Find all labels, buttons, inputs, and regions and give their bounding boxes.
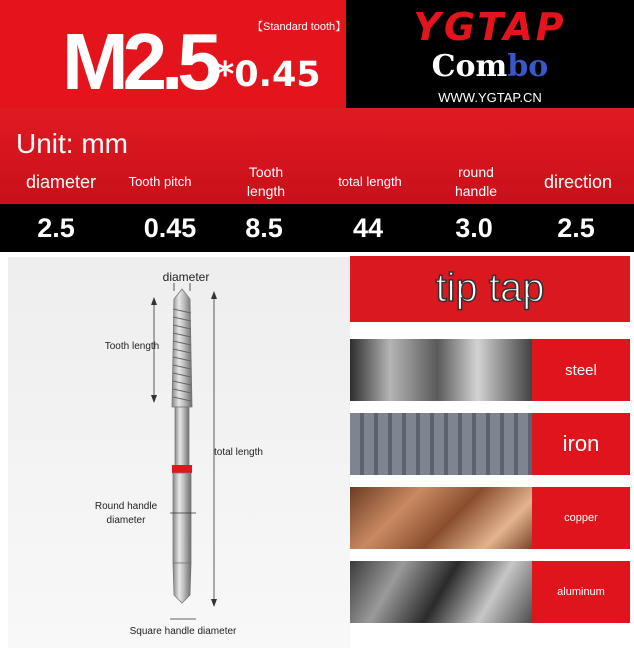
tap-neck (175, 407, 189, 467)
combo-part-1: Com (431, 49, 508, 84)
bracket-close-icon: 】 (335, 21, 347, 33)
tap-drawing (8, 257, 350, 648)
tap-red-band (172, 465, 192, 473)
diagram-label-square-handle: Square handle diameter (129, 626, 237, 637)
diagram-label-total-length: total length (214, 447, 263, 458)
tip-tap-title: tip tap (435, 266, 545, 310)
brand-name: YGTAP (413, 5, 567, 49)
spec-value-direction: 2.5 (557, 212, 595, 243)
website-url: WWW.YGTAP.CN (438, 90, 542, 105)
tooth-type-text: Standard tooth (263, 21, 336, 33)
material-row-steel (350, 339, 630, 401)
spec-value-round-handle: 3.0 (455, 212, 493, 243)
diagram-label-tooth-length: Tooth length (104, 341, 160, 352)
combo-logo (346, 49, 634, 84)
spec-header-direction: direction (543, 171, 613, 192)
spec-header-round-handle: round handle (454, 164, 498, 199)
spec-header-diameter: diameter (25, 171, 97, 192)
spec-header-total-length: total length (338, 174, 402, 190)
material-row-aluminum (350, 561, 630, 623)
spec-value-tooth-pitch: 0.45 (143, 212, 197, 243)
unit-label: Unit: mm (16, 128, 128, 159)
spec-header-tooth-length: Tooth length (246, 164, 286, 199)
spec-value-total-length: 44 (352, 212, 384, 243)
diagram-label-diameter: diameter (162, 270, 210, 284)
tooth-type-label (252, 18, 346, 34)
material-label-copper: copper (564, 512, 598, 524)
tap-shank (173, 473, 191, 563)
material-label-iron: iron (562, 431, 600, 456)
material-label-aluminum: aluminum (557, 586, 605, 598)
model-size: M2.5 (62, 17, 216, 106)
material-label-steel: steel (565, 361, 597, 379)
iron-image (350, 413, 532, 475)
bracket-open-icon: 【 (252, 21, 263, 33)
combo-part-2: bo (507, 49, 549, 84)
material-row-iron (350, 413, 630, 475)
spec-header-tooth-pitch: Tooth pitch (128, 174, 192, 190)
steel-image (350, 339, 532, 401)
model-pitch: *0.45 (216, 55, 321, 95)
material-row-copper (350, 487, 630, 549)
tap-square-end (173, 563, 191, 603)
copper-image (350, 487, 532, 549)
diagram-label-round-handle: Round handle diameter (94, 501, 158, 526)
aluminum-image (350, 561, 532, 623)
spec-value-tooth-length: 8.5 (245, 212, 283, 243)
spec-value-diameter: 2.5 (37, 212, 75, 243)
